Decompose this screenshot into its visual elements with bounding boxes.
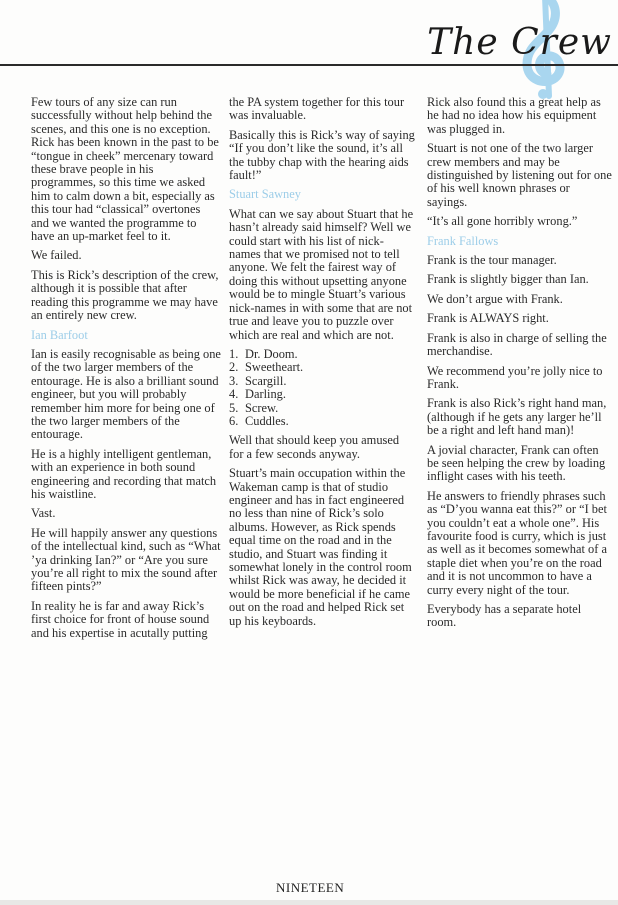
list-item-text: Screw. [245,400,279,415]
paragraph: This is Rick’s description of the crew, although it is possible that after reading this programme we may have an entirely new crew. [31,267,219,323]
paragraph: Basically this is Rick’s way of saying “If you don’t like the sound, it’s all the tubby chap with the hearing aids fault!” [229,127,415,183]
list-item [229,361,415,374]
paragraph: Ian is easily recognisable as being one of the two larger members of the entourage. He is also a brilliant sound engineer, but you will probably remember him more for being one of the two larger members of the entourage. [31,346,221,442]
paragraph: We recommend you’re jolly nice to Frank. [427,363,603,391]
paragraph: Frank is the tour manager. [427,253,557,268]
list-item [229,375,415,388]
paragraph: Everybody has a separate hotel room. [427,602,582,630]
paragraph: Frank is ALWAYS right. [427,311,549,326]
list-item [229,348,415,361]
paragraph: the PA system together for this tour was invaluable. [229,95,405,123]
column-2 [229,96,415,634]
paragraph: A jovial character, Frank can often be seen helping the crew by loading inflight cases with his teeth. [427,442,606,484]
column-1 [31,96,221,646]
list-item-number: 3. [229,373,239,388]
list-item [229,402,415,415]
paragraph: “It’s all gone horribly wrong.” [427,214,578,229]
list-item-text: Darling. [245,387,286,402]
crew-member-heading: Frank Fallows [427,233,499,248]
paragraph: In reality he is far and away Rick’s first choice for front of house sound and his expertise in acutally putting [31,598,210,640]
page-title: The Crew [427,22,612,63]
list-item-number: 5. [229,400,239,415]
list-item-number: 6. [229,413,239,428]
paragraph: We failed. [31,248,82,263]
paragraph: We don’t argue with Frank. [427,291,563,306]
crew-member-heading: Stuart Sawney [229,187,301,202]
paragraph: Rick also found this a great help as he had no idea how his equipment was plugged in. [427,95,601,136]
list-item-text: Scargill. [245,373,287,388]
paragraph: Few tours of any size can run successfully without help behind the scenes, and this one is no exception. Rick has been known in the past to be “tongue in cheek” mercenary toward these brave people in his programmes, so this time we asked him to calm down a bit, especially as this tour had “classical” overtones and we wanted the programme to have an up-market feel to it. [31,95,219,244]
column-3 [427,96,613,636]
list-item-number: 1. [229,346,239,361]
paragraph: Vast. [31,506,56,521]
list-item-number: 4. [229,387,239,402]
paragraph: Frank is also in charge of selling the merchandise. [427,330,607,359]
list-item-text: Cuddles. [245,413,289,428]
paragraph: He answers to friendly phrases such as “D’you wanna eat this?” or “I bet you couldn’t eat a whole one”. His favourite food is curry, which is just as well as it becomes somewhat of a staple diet when you’re on the road and it is not uncommon to have a curry every night of the tour. [427,488,607,597]
page-edge [0,900,618,905]
list-item-text: Sweetheart. [245,360,304,375]
paragraph: Stuart’s main occupation within the Wakeman camp is that of studio engineer and has in fact engineered no less than nine of Rick’s solo albums. However, as Rick spends equal time on the road and in the studio, and Stuart was finding it somewhat lonely in the control room whilst Rick was away, he decided it would be more beneficial if he came out on the road and helped Rick set up his keyboards. [229,466,412,628]
paragraph: Frank is also Rick’s right hand man, (although if he gets any larger he’ll be a right and left hand man)! [427,396,607,438]
page-number: NINETEEN [276,880,345,895]
crew-member-heading: Ian Barfoot [31,327,88,342]
paragraph: He is a highly intelligent gentleman, with an experience in both sound engineering and recording that match his waistline. [31,446,217,501]
list-item-text: Dr. Doom. [245,346,298,361]
paragraph: Well that should keep you amused for a few seconds anyway. [229,433,400,461]
list-item-number: 2. [229,360,239,375]
paragraph: He will happily answer any questions of the intellectual kind, such as “What ’ya drinking Ian?” or “Are you sure you’re all right to mix the sound after fifteen pints?” [31,525,221,594]
paragraph: Stuart is not one of the two larger crew members and may be distinguished by listening out for one of his well known phrases or sayings. [427,141,612,209]
header-rule [0,64,618,66]
list-item [229,388,415,401]
list-item [229,415,415,428]
nickname-list [229,348,415,428]
paragraph: What can we say about Stuart that he hasn’t already said himself? Well we could start with his list of nick-names that we promised not to tell anyone. We felt the fairest way of doing this without upsetting anyone would be to mingle Stuart’s various nick-names in with some that are not true and leave you to puzzle over which are real and which are not. [229,206,414,342]
paragraph: Frank is slightly bigger than Ian. [427,272,589,287]
